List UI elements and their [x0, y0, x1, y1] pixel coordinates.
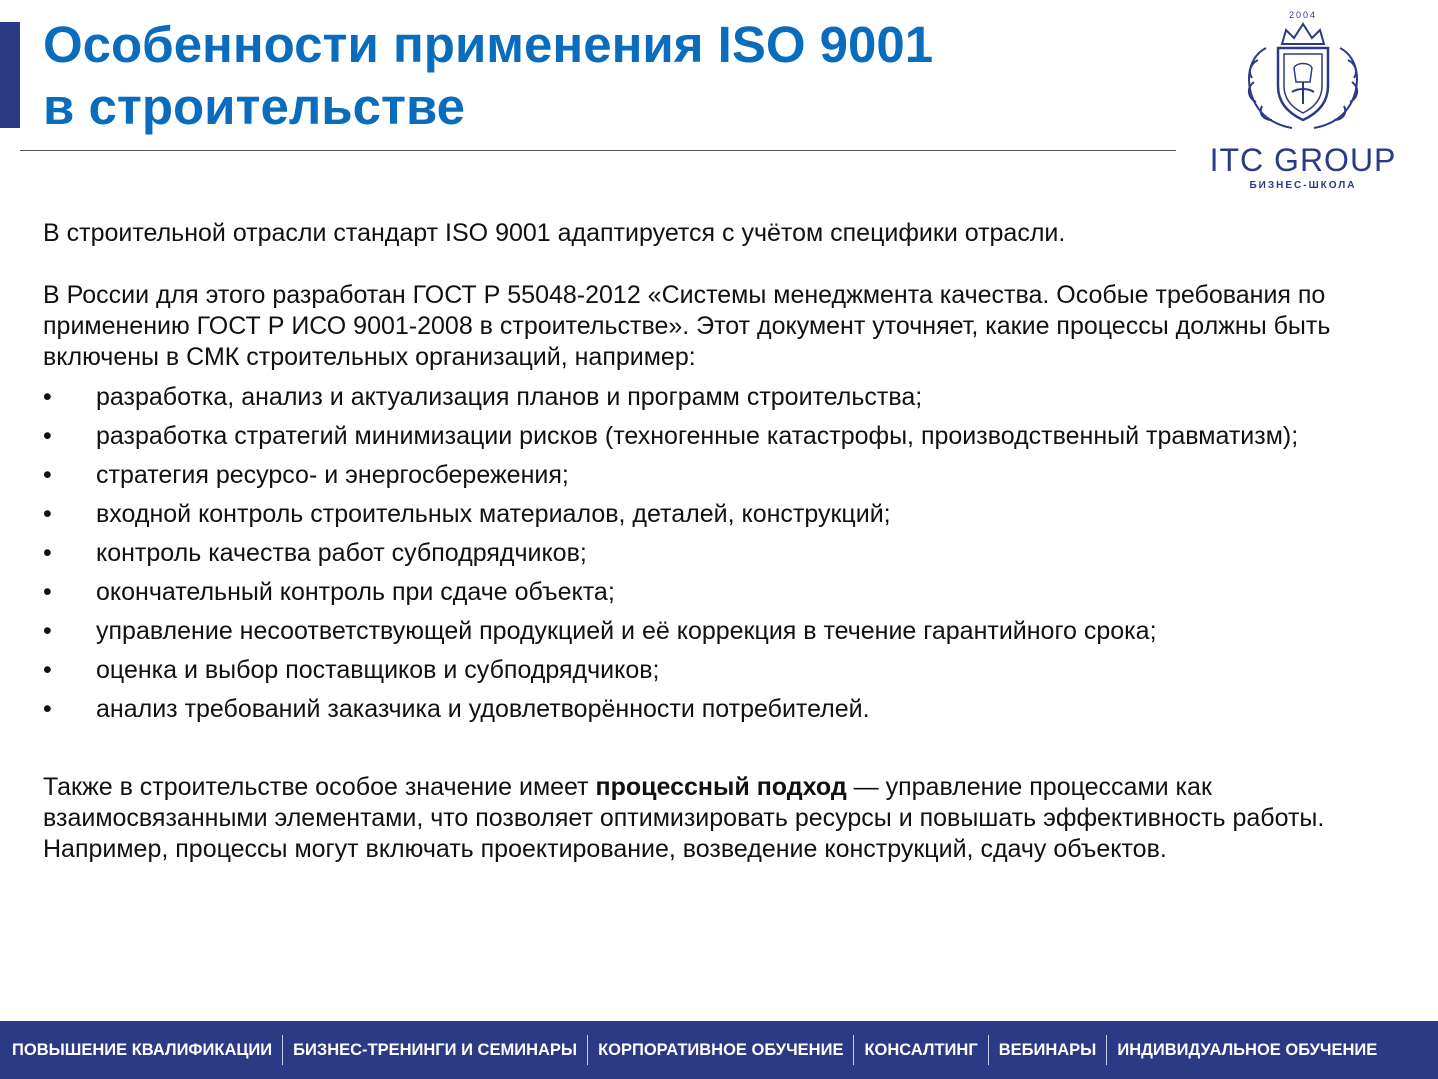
list-item: [43, 499, 1413, 530]
footer-item-webinars: ВЕБИНАРЫ: [998, 1041, 1097, 1059]
bullet-icon: •: [43, 383, 52, 411]
bullet-icon: •: [43, 500, 52, 528]
bullet-icon: •: [43, 578, 52, 606]
slide-title: [43, 14, 1183, 138]
footer-item-corporate: КОРПОРАТИВНОЕ ОБУЧЕНИЕ: [598, 1041, 844, 1059]
list-item: [43, 616, 1413, 647]
itc-group-logo: [1198, 8, 1408, 194]
closing-text-after: — управление процессами как взаимосвязанными элементами, что позволяет оптимизировать ресурсы и повышать эффективность работы. Например, процессы могут включать проектирование, возведение конструкций, сдачу объектов.: [43, 773, 1325, 863]
logo-subtitle: БИЗНЕС-ШКОЛА: [1249, 180, 1357, 191]
slide-title-line-2: в строительстве: [43, 78, 465, 135]
process-approach-term: процессный подход: [595, 773, 847, 801]
bullet-icon: •: [43, 422, 52, 450]
list-item-text: разработка стратегий минимизации рисков (техногенные катастрофы, производственный травматизм);: [96, 422, 1299, 450]
footer-item-individual: ИНДИВИДУАЛЬНОЕ ОБУЧЕНИЕ: [1117, 1041, 1378, 1059]
bullet-icon: •: [43, 695, 52, 723]
list-item: [43, 421, 1413, 452]
list-item-text: контроль качества работ субподрядчиков;: [96, 539, 587, 567]
title-divider: [20, 150, 1176, 151]
logo-name: ITC GROUP: [1209, 142, 1397, 178]
left-accent-bar: [0, 22, 20, 128]
list-item: [43, 694, 1413, 725]
slide-title-line-1: Особенности применения ISO 9001: [43, 16, 934, 73]
list-item-text: входной контроль строительных материалов, деталей, конструкций;: [96, 500, 891, 528]
bullet-icon: •: [43, 617, 52, 645]
list-item: [43, 382, 1413, 413]
list-item-text: анализ требований заказчика и удовлетворённости потребителей.: [96, 695, 870, 723]
list-item-text: разработка, анализ и актуализация планов и программ строительства;: [96, 383, 923, 411]
gost-paragraph: В России для этого разработан ГОСТ Р 55048-2012 «Системы менеджмента качества. Особые требования по применению ГОСТ Р ИСО 9001-2008 в строительстве». Этот документ уточняет, какие процессы должны быть включены в СМК строительных организаций, например:: [43, 281, 1331, 371]
footer-item-trainings: БИЗНЕС-ТРЕНИНГИ И СЕМИНАРЫ: [293, 1041, 578, 1059]
crest-emblem-icon: [1236, 8, 1370, 138]
list-item: [43, 577, 1413, 608]
list-item: [43, 655, 1413, 686]
list-item: [43, 538, 1413, 569]
intro-paragraph: В строительной отрасли стандарт ISO 9001 адаптируется с учётом специфики отрасли.: [43, 219, 1066, 247]
list-item-text: стратегия ресурсо- и энергосбережения;: [96, 461, 569, 489]
closing-text-before: Также в строительстве особое значение имеет: [43, 773, 596, 801]
bullet-icon: •: [43, 656, 52, 684]
closing-paragraph: [43, 772, 1413, 865]
list-item-text: управление несоответствующей продукцией и её коррекция в течение гарантийного срока;: [96, 617, 1157, 645]
bullet-icon: •: [43, 539, 52, 567]
bullet-icon: •: [43, 461, 52, 489]
logo-year: 2004: [1288, 10, 1318, 20]
process-list: [43, 382, 1413, 725]
slide-body: [43, 218, 1413, 865]
list-item-text: оценка и выбор поставщиков и субподрядчиков;: [96, 656, 660, 684]
footer-services-bar: [0, 1021, 1438, 1079]
list-item-text: окончательный контроль при сдаче объекта;: [96, 578, 615, 606]
list-item: [43, 460, 1413, 491]
footer-item-consulting: КОНСАЛТИНГ: [864, 1041, 978, 1059]
footer-item-qualification: ПОВЫШЕНИЕ КВАЛИФИКАЦИИ: [12, 1041, 273, 1059]
